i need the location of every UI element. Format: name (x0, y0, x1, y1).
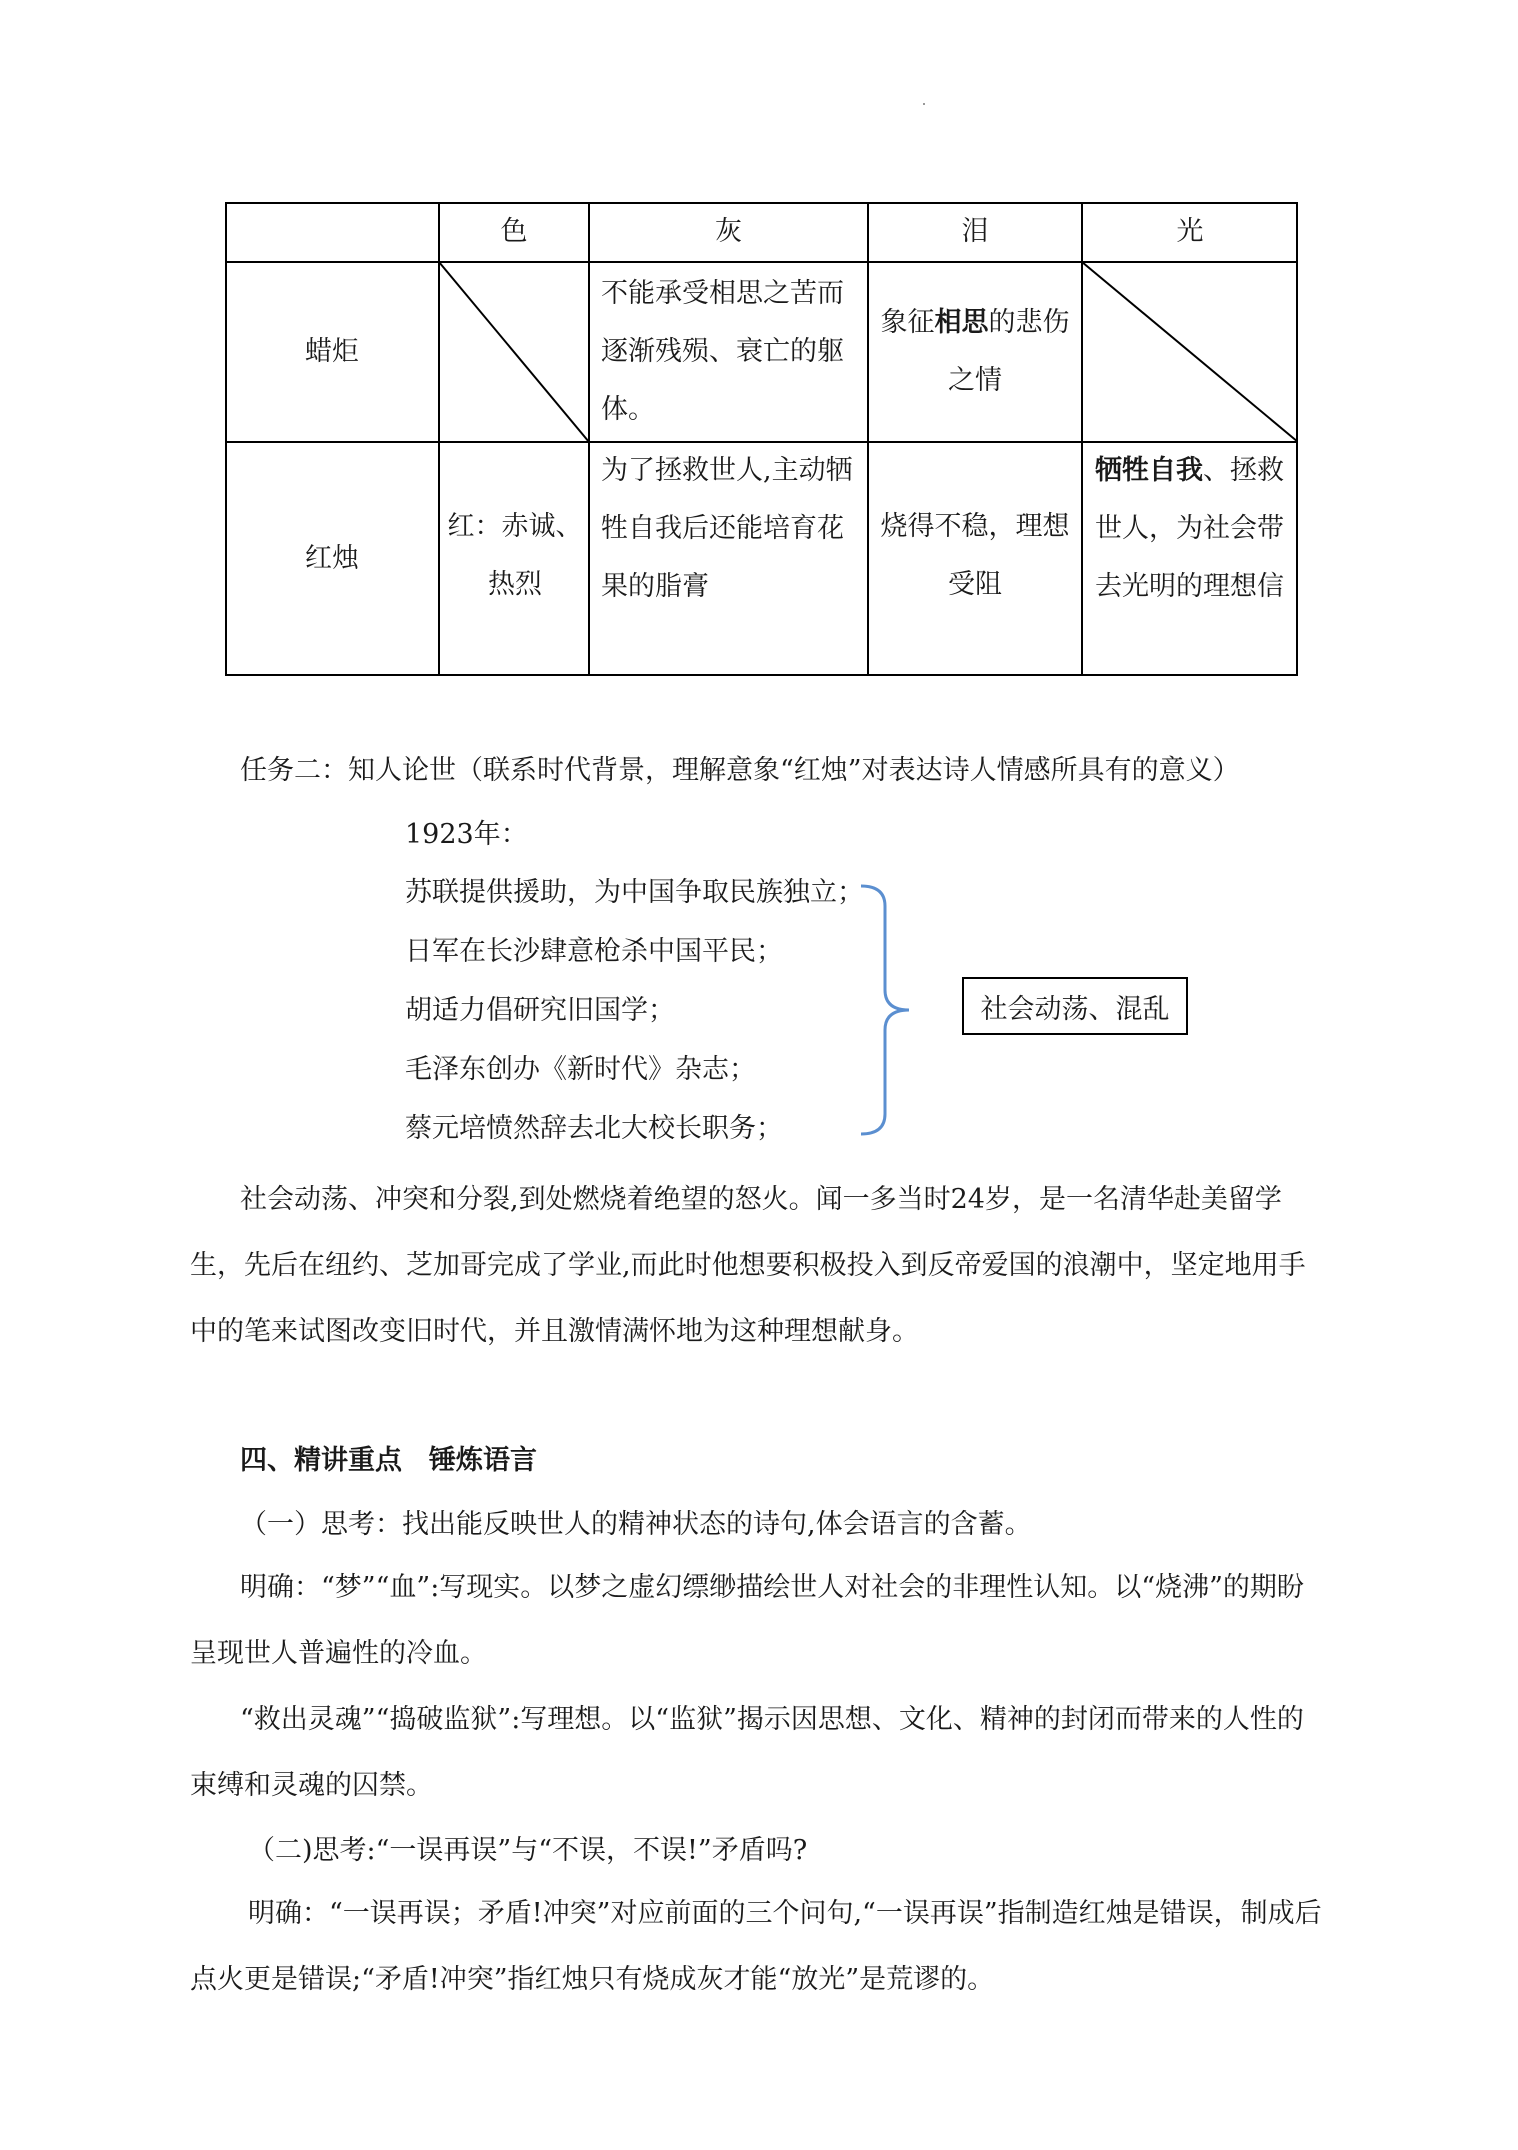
answer-1: 明确：“梦”“血”:写现实。以梦之虚幻缥缈描绘世人对社会的非理性认知。以“烧沸”的期盼呈现世人普遍性的冷血。 (190, 1572, 1304, 1669)
question-2: （二)思考:“一误再误”与“不误，不误!”矛盾吗? (248, 1835, 808, 1866)
event-item: 毛泽东创办《新时代》杂志； (405, 1054, 756, 1085)
header-guang: 光 (1176, 216, 1204, 247)
question-1: （一）思考：找出能反映世人的精神状态的诗句,体会语言的含蓄。 (240, 1509, 1032, 1540)
empty-cell-diagonal (439, 262, 589, 442)
event-item: 苏联提供援助，为中国争取民族独立； (405, 877, 864, 908)
summary-box: 社会动荡、混乱 (962, 977, 1188, 1035)
answer-1b: “救出灵魂”“捣破监狱”:写理想。以“监狱”揭示因思想、文化、精神的封闭而带来的人性的束缚和灵魂的囚禁。 (190, 1704, 1304, 1801)
cell-hongzhu-guang: 牺牲自我、拯救世人，为社会带去光明的理想信 (1095, 455, 1284, 602)
answer-2: 明确：“一误再误；矛盾!冲突”对应前面的三个问句,“一误再误”指制造红烛是错误，制成后点火更是错误;“矛盾!冲突”指红烛只有烧成灰才能“放光”是荒谬的。 (190, 1898, 1322, 1995)
cell-hongzhu-se: 红：赤诚、热烈 (447, 511, 583, 600)
curly-brace (855, 880, 925, 1146)
page-mark (923, 103, 925, 105)
cell-laju-lei: 象征相思的悲伤之情 (880, 307, 1070, 396)
header-hui: 灰 (715, 216, 742, 247)
background-paragraph: 社会动荡、冲突和分裂,到处燃烧着绝望的怒火。闻一多当时24岁，是一名清华赴美留学生，先后在纽约、芝加哥完成了学业,而此时他想要积极投入到反帝爱国的浪潮中，坚定地用手中的笔来试图改变旧时代，并且激情满怀地为这种理想献身。 (190, 1184, 1306, 1347)
section4-heading: 四、精讲重点 锤炼语言 (240, 1445, 537, 1476)
event-item: 蔡元培愤然辞去北大校长职务； (405, 1113, 783, 1144)
cell-laju-hui: 不能承受相思之苦而逐渐残殒、衰亡的躯体。 (601, 278, 844, 425)
row-label-laju: 蜡炬 (305, 336, 359, 367)
event-item: 胡适力倡研究旧国学； (405, 995, 675, 1026)
row-label-hongzhu: 红烛 (305, 543, 359, 574)
header-lei: 泪 (961, 216, 989, 247)
header-se: 色 (500, 216, 528, 247)
cell-hongzhu-hui: 为了拯救世人,主动牺牲自我后还能培育花果的脂膏 (601, 455, 853, 602)
empty-cell-diagonal (1082, 262, 1298, 442)
imagery-table (225, 202, 1298, 676)
event-item: 日军在长沙肆意枪杀中国平民； (405, 936, 783, 967)
cell-hongzhu-lei: 烧得不稳，理想受阻 (880, 511, 1070, 600)
task2-title: 任务二：知人论世（联系时代背景，理解意象“红烛”对表达诗人情感所具有的意义） (240, 755, 1240, 786)
task2-year: 1923年： (405, 819, 528, 850)
